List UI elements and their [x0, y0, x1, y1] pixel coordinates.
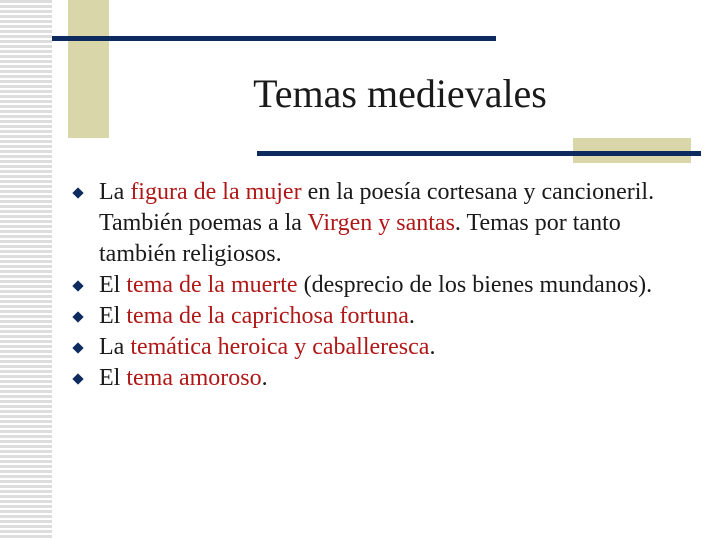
diamond-bullet-icon [72, 311, 83, 322]
highlighted-text: tema amoroso [126, 365, 262, 391]
highlighted-text: tema de la muerte [126, 272, 298, 298]
bullet-item [72, 363, 682, 394]
highlighted-text: temática heroica y caballeresca [130, 334, 430, 360]
bullet-text: . [261, 365, 268, 391]
bullet-text: El [99, 303, 127, 329]
title-rule-bottom [257, 151, 701, 156]
bullet-text: en la poesía cortesana y cancioneril. También poemas a la [99, 179, 655, 236]
bullet-text: La [99, 334, 131, 360]
diamond-bullet-icon [72, 373, 83, 384]
highlighted-text: tema de la caprichosa fortuna [126, 303, 409, 329]
striped-border-decoration [0, 0, 52, 540]
bullet-item [72, 270, 682, 301]
bullet-text: El [99, 365, 127, 391]
bullet-list [72, 177, 682, 394]
bullet-item [72, 301, 682, 332]
highlighted-text: Virgen y santas [307, 210, 455, 236]
highlighted-text: figura de la mujer [130, 179, 302, 205]
title-rule-top [52, 36, 496, 41]
bullet-text: . [408, 303, 415, 329]
bullet-item [72, 177, 682, 270]
bullet-text: La [99, 179, 131, 205]
diamond-bullet-icon [72, 280, 83, 291]
slide-title: Temas medievales [253, 71, 547, 116]
tan-block-decoration [68, 0, 109, 138]
diamond-bullet-icon [72, 342, 83, 353]
bullet-text: (desprecio de los bienes mundanos). [297, 272, 653, 298]
bullet-text: . [429, 334, 436, 360]
bullet-text: El [99, 272, 127, 298]
bullet-text: . Temas por tanto también religiosos. [99, 210, 621, 267]
diamond-bullet-icon [72, 187, 83, 198]
bullet-item [72, 332, 682, 363]
